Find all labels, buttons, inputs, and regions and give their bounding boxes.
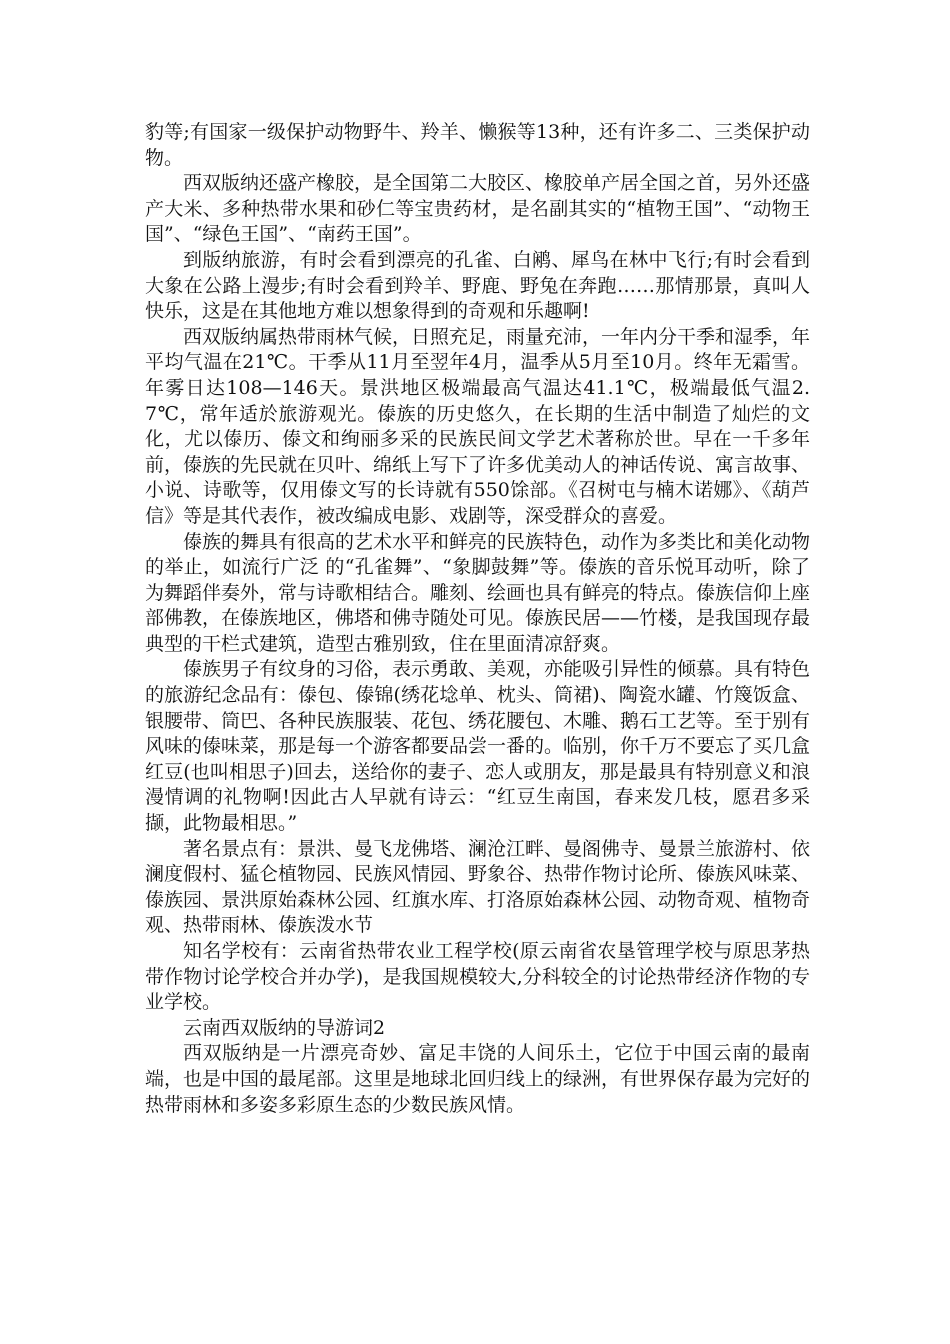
- paragraph-known-schools: 知名学校有：云南省热带农业工程学校(原云南省农垦管理学校与原思茅热带作物讨论学校合并办学)，是我国规模较大,分科较全的讨论热带经济作物的专业学校。: [145, 940, 810, 1014]
- paragraph-protected-animals: 豹等;有国家一级保护动物野牛、羚羊、懒猴等13种，还有许多二、三类保护动物。: [145, 121, 810, 169]
- paragraph-customs-souvenirs: 傣族男子有纹身的习俗，表示勇敢、美观，亦能吸引异性的倾慕。具有特色的旅游纪念品有：傣包、傣锦(绣花埝单、枕头、筒裙)、陶瓷水罐、竹篾饭盒、银腰带、筒巴、各种民族服装、花包、绣花腰包、木雕、鹅石工艺等。至于别有风味的傣味菜，那是每一个游客都要品尝一番的。临别，你千万不要忘了买几盒红豆(也叫相思子)回去，送给你的妻子、恋人或朋友，那是最具有特别意义和浪漫情调的礼物啊!因此古人早就有诗云：“红豆生南国，春来发几枝，愿君多采撷，此物最相思。”: [145, 658, 811, 835]
- section-heading: 云南西双版纳的导游词2: [183, 1016, 386, 1039]
- paragraph-famous-sights: 著名景点有：景洪、曼飞龙佛塔、澜沧江畔、曼阁佛寺、曼景兰旅游村、依澜度假村、猛仑植物园、民族风情园、野象谷、热带作物讨论所、傣族风味菜、傣族园、景洪原始森林公园、红旗水库、打洛原始森林公园、动物奇观、植物奇观、热带雨林、傣族泼水节: [145, 837, 811, 937]
- paragraph-climate-history: 西双版纳属热带雨林气候，日照充足，雨量充沛，一年内分干季和湿季，年平均气温在21℃。干季从11月至翌年4月，温季从5月至10月。终年无霜雪。年雾日达108—146天。景洪地区极端最高气温达41.1℃，极端最低气温2.7℃，常年适於旅游观光。傣族的历史悠久，在长期的生活中制造了灿烂的文化，尤以傣历、傣文和绚丽多采的民族民间文学艺术著称於世。早在一千多年前，傣族的先民就在贝叶、绵纸上写下了许多优美动人的神话传说、寓言故事、小说、诗歌等，仅用傣文写的长诗就有550馀部。《召树屯与楠木诺娜》、《葫芦信》等是其代表作，被改编成电影、戏剧等，深受群众的喜爱。: [145, 325, 811, 527]
- paragraph-rubber-production: 西双版纳还盛产橡胶，是全国第二大胶区、橡胶单产居全国之首，另外还盛产大米、多种热带水果和砂仁等宝贵药材，是名副其实的“植物王国”、“动物王国”、“绿色王国”、“南药王国”。: [145, 172, 811, 246]
- paragraph-intro-2: 西双版纳是一片漂亮奇妙、富足丰饶的人间乐土，它位于中国云南的最南端，也是中国的最尾部。这里是地球北回归线上的绿洲，有世界保存最为完好的热带雨林和多姿多彩原生态的少数民族风情。: [145, 1042, 811, 1116]
- paragraph-travel-scenery: 到版纳旅游，有时会看到漂亮的孔雀、白鹇、犀鸟在林中飞行;有时会看到大象在公路上漫步;有时会看到羚羊、野鹿、野兔在奔跑……那情那景，真叫人快乐，这是在其他地方难以想象得到的奇观和乐趣啊!: [145, 248, 810, 323]
- paragraph-dance-architecture: 傣族的舞具有很高的艺术水平和鲜亮的民族特色，动作为多类比和美化动物的举止，如流行广泛 的“孔雀舞”、“象脚鼓舞”等。傣族的音乐悦耳动听，除了为舞蹈伴奏外，常与诗歌相结合。雕刻、绘画也具有鲜亮的特点。傣族信仰上座部佛教，在傣族地区，佛塔和佛寺随处可见。傣族民居——竹楼，是我国现存最典型的干栏式建筑，造型古雅别致，住在里面清凉舒爽。: [145, 530, 811, 655]
- document-body: [145, 120, 810, 1118]
